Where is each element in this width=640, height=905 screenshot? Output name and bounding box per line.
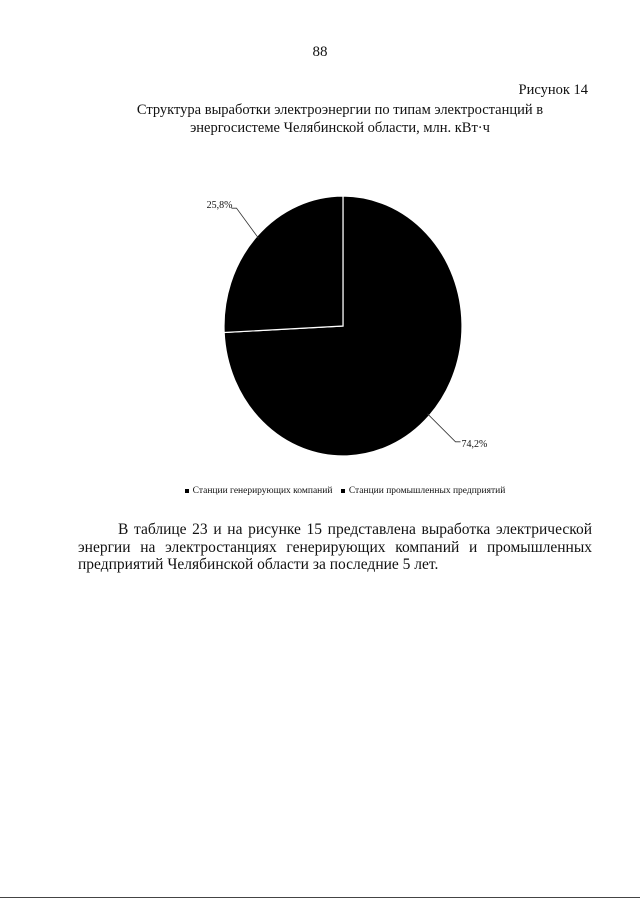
pie-chart [0, 180, 640, 480]
legend-item-generating [185, 486, 333, 496]
figure-title-line-2: энергосистеме Челябинской области, млн. кВт·ч [190, 120, 490, 136]
page-number: 88 [312, 44, 328, 60]
legend-item-industrial [341, 486, 506, 496]
legend-label-industrial: Станции промышленных предприятий [348, 486, 506, 496]
data-label-0: 74,2% [461, 438, 488, 450]
page-bottom-rule [0, 897, 640, 898]
leader-line-0 [428, 414, 461, 442]
pie-slice-1 [224, 196, 343, 333]
figure-title [100, 101, 580, 137]
legend-marker-square-icon [341, 489, 345, 493]
legend-marker-square-icon [185, 489, 189, 493]
leader-line-1 [232, 208, 259, 238]
figure-label: Рисунок 14 [518, 82, 588, 98]
data-label-1: 25,8% [206, 200, 233, 212]
chart-legend [0, 486, 640, 496]
legend-label-generating: Станции генерирующих компаний [192, 486, 333, 496]
figure-title-line-1: Структура выработки электроэнергии по типам электростанций в [136, 102, 544, 118]
body-paragraph: В таблице 23 и на рисунке 15 представлена выработка электрической энергии на электростанциях генерирующих компаний и промышленных предприятий Челябинской области за последние 5 лет. [78, 521, 592, 573]
